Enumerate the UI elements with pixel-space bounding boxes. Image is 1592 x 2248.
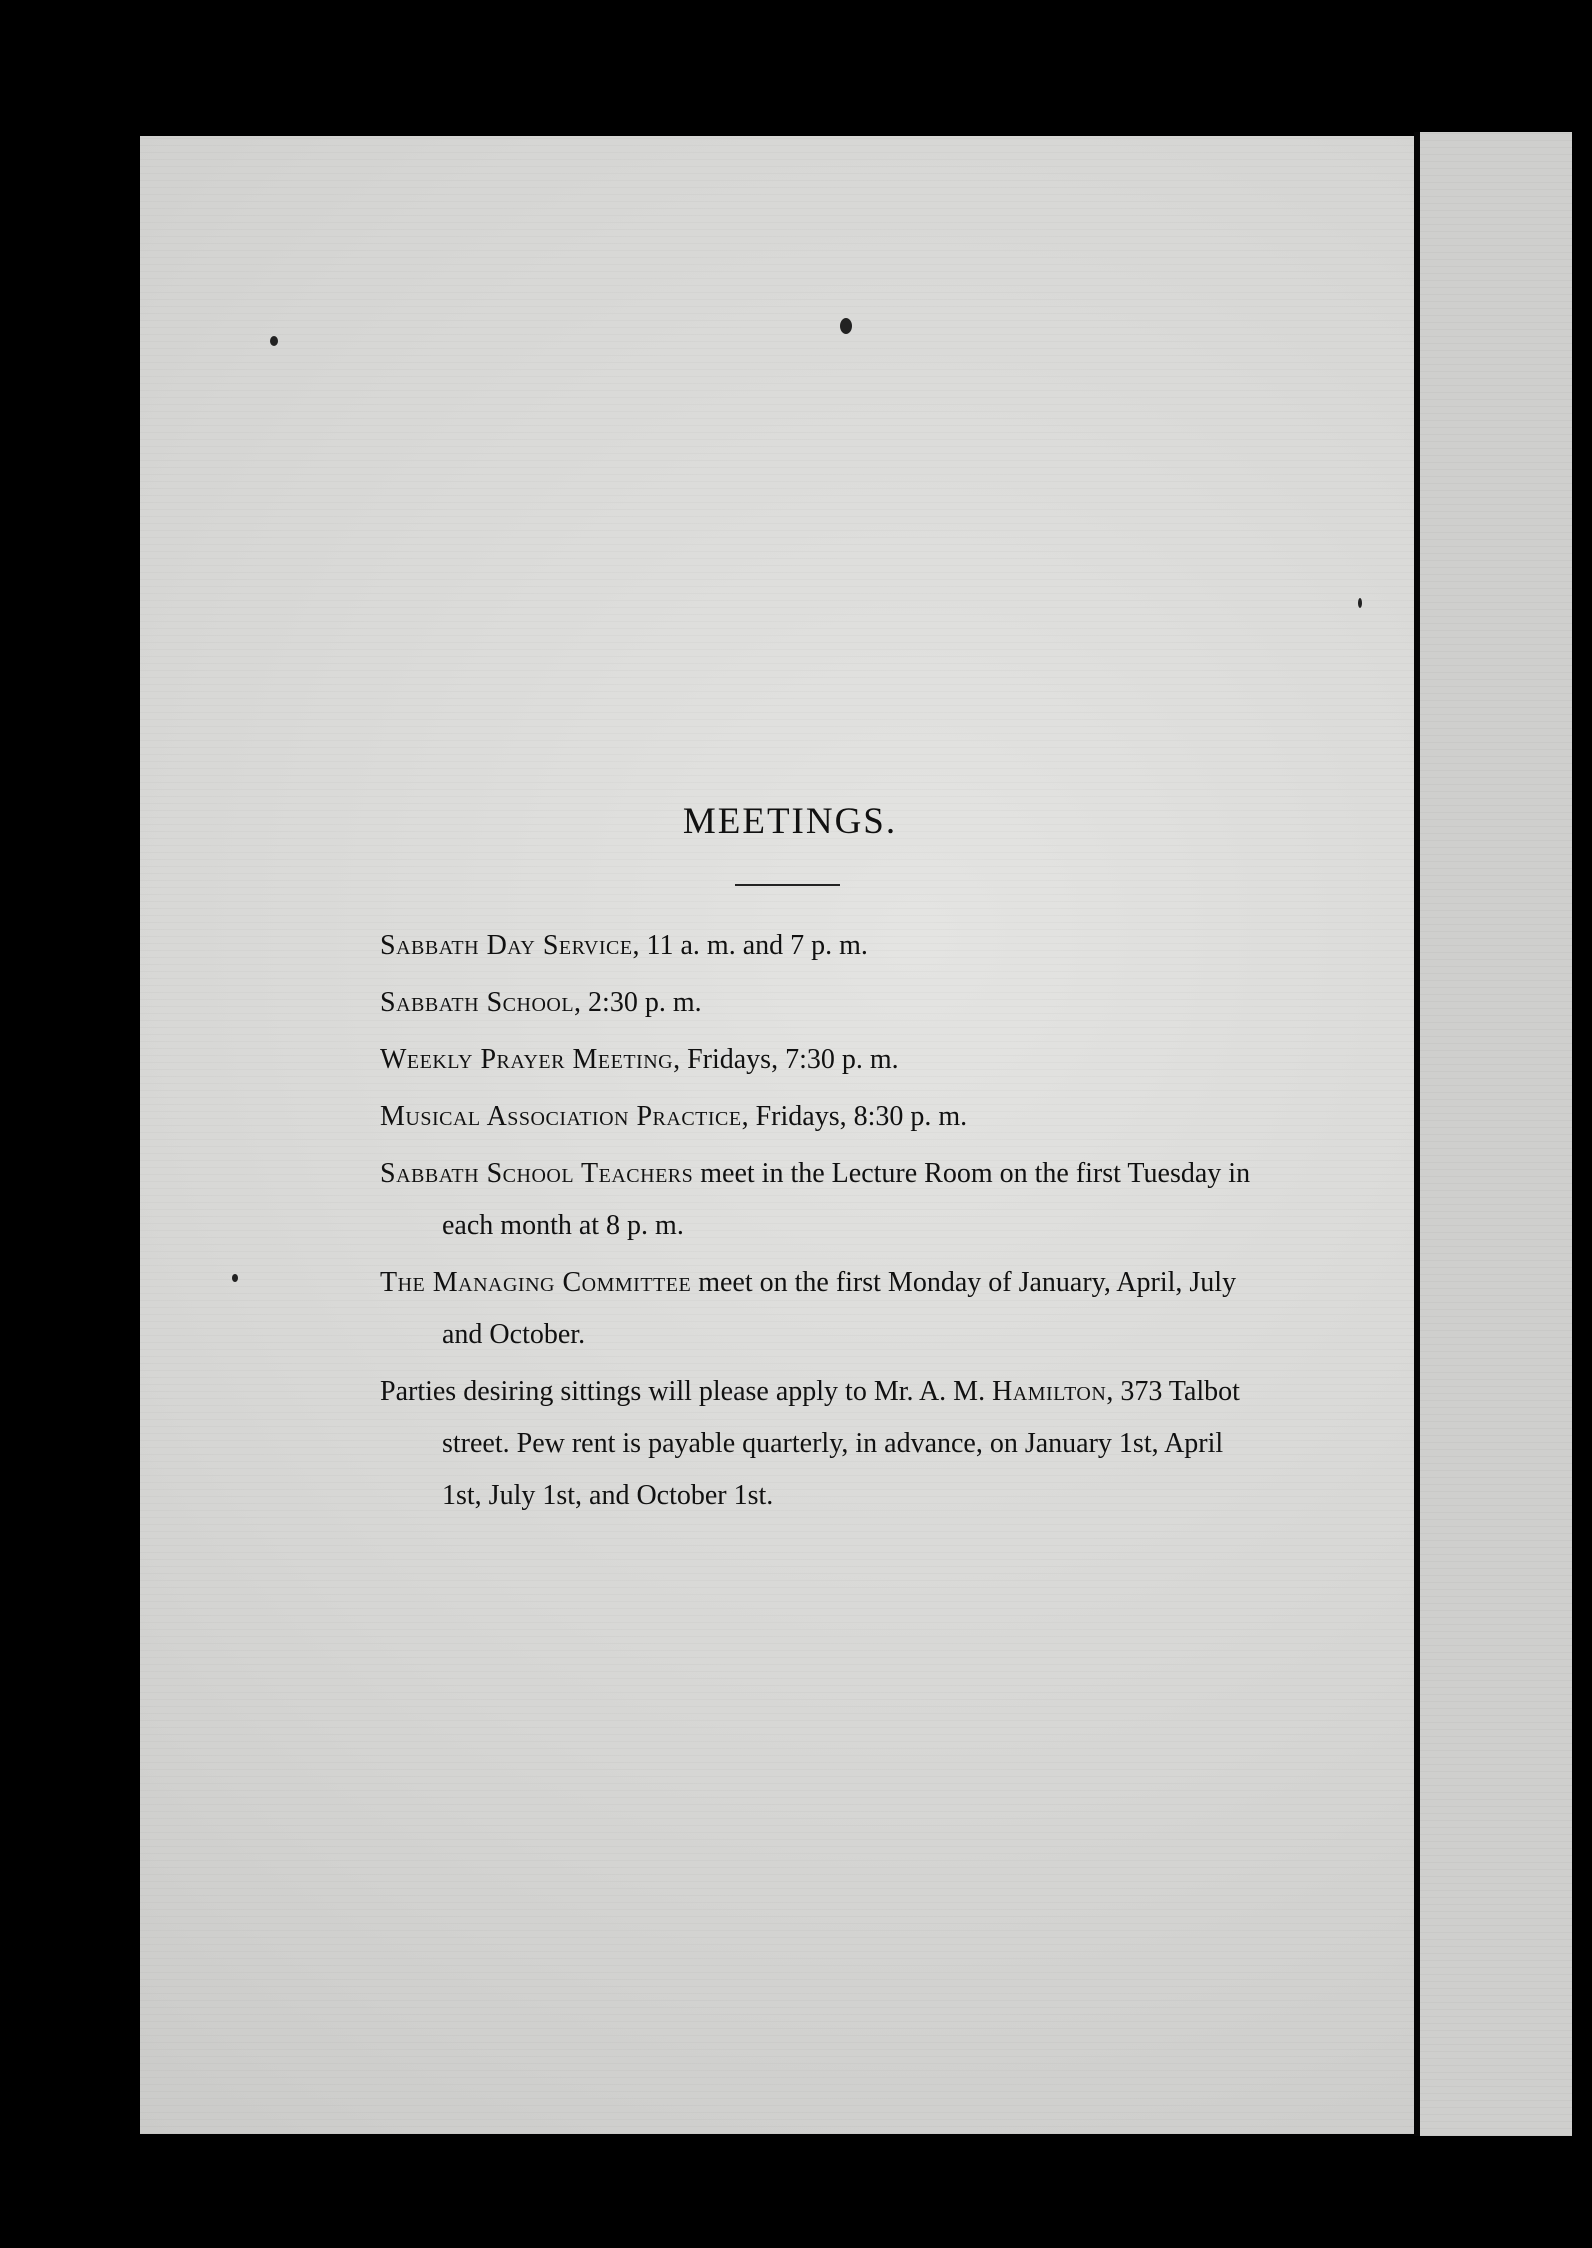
meeting-entry bbox=[380, 1034, 1260, 1086]
entry-text: meet in the Lecture Room on the first Tuesday in each month at 8 p. m. bbox=[442, 1158, 1251, 1241]
entry-label: Sabbath Day Service bbox=[380, 930, 633, 961]
sittings-note bbox=[380, 1366, 1260, 1522]
note-text: , 373 Talbot street. Pew rent is payable quarterly, in advance, on January 1st, April 1st, July 1st, and October 1st. bbox=[442, 1376, 1240, 1511]
entry-text: , Fridays, 7:30 p. m. bbox=[673, 1044, 899, 1075]
ink-speck bbox=[232, 1274, 238, 1282]
note-prefix: Parties desiring sittings will please apply to Mr. A. M. bbox=[380, 1376, 993, 1407]
entry-text: meet on the first Monday of January, April, July and October. bbox=[442, 1267, 1237, 1350]
page-title: MEETINGS. bbox=[682, 801, 898, 842]
scan-border bbox=[1572, 132, 1592, 2136]
ink-speck bbox=[270, 336, 278, 346]
meetings-list bbox=[380, 920, 1260, 1527]
meeting-entry bbox=[380, 977, 1260, 1029]
ink-speck bbox=[1358, 598, 1362, 608]
entry-label: Musical Association Practice bbox=[380, 1101, 742, 1132]
meeting-entry bbox=[380, 920, 1260, 972]
contact-name: Hamilton bbox=[992, 1376, 1107, 1407]
facing-page-edge bbox=[1420, 132, 1592, 2136]
meeting-entry bbox=[380, 1148, 1260, 1252]
entry-label: The Managing Committee bbox=[380, 1267, 692, 1298]
entry-text: , 11 a. m. and 7 p. m. bbox=[632, 930, 868, 961]
page-fold-line bbox=[1414, 132, 1420, 2136]
ink-speck bbox=[840, 318, 852, 334]
entry-label: Weekly Prayer Meeting bbox=[380, 1044, 674, 1075]
meeting-entry bbox=[380, 1091, 1260, 1143]
title-rule bbox=[735, 884, 840, 886]
entry-text: , 2:30 p. m. bbox=[574, 987, 702, 1018]
entry-text: , Fridays, 8:30 p. m. bbox=[741, 1101, 968, 1132]
entry-label: Sabbath School bbox=[380, 987, 575, 1018]
entry-label: Sabbath School Teachers bbox=[380, 1158, 694, 1189]
meeting-entry bbox=[380, 1257, 1260, 1361]
